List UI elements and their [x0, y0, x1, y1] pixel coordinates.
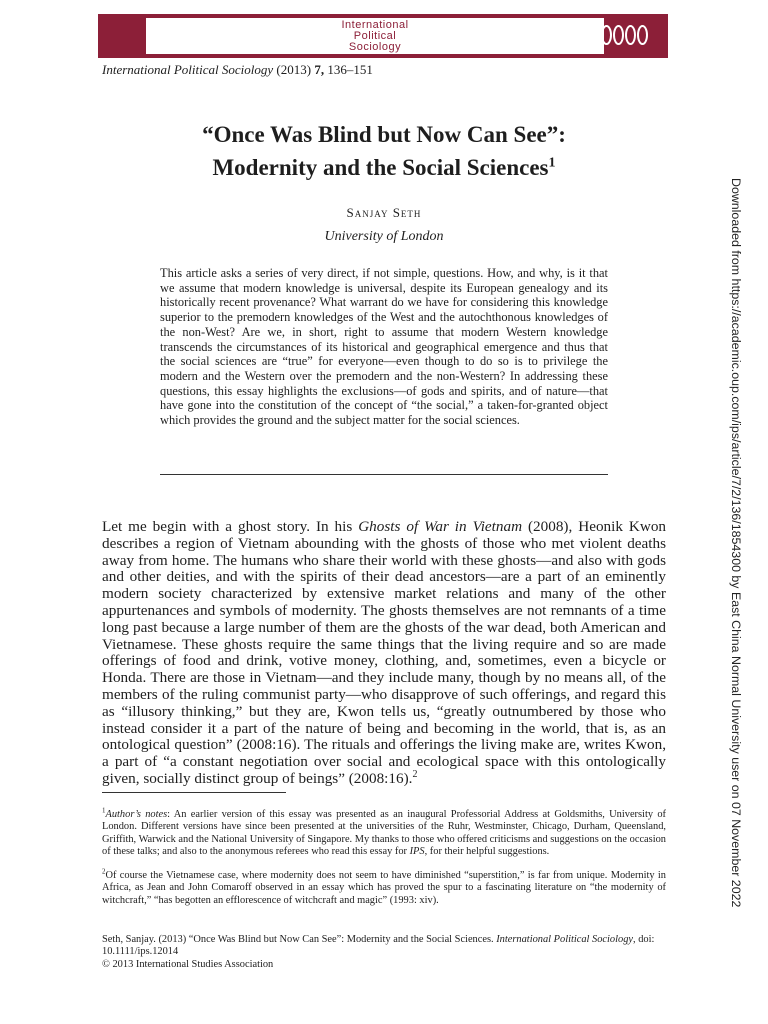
footer-citation-doi: , doi: 10.1111/ips.12014: [102, 934, 655, 958]
journal-name-line-2: Political: [353, 30, 397, 42]
footnote-1-mark: 1: [102, 806, 106, 815]
title-line-2: [102, 151, 666, 184]
download-watermark: Downloaded from https://academic.oup.com/ips/article/7/2/136/1854300 by East China Normal University user on 07 November 2022: [729, 178, 743, 908]
body-book-title: Ghosts of War in Vietnam: [358, 518, 523, 535]
title-line-2-text: Modernity and the Social Sciences: [212, 155, 549, 180]
citation-year: (2013): [276, 62, 312, 77]
footnote-1-label: Author’s notes: [105, 809, 168, 820]
journal-banner: [98, 14, 668, 58]
journal-name-line-3: Sociology: [348, 41, 402, 53]
footer-citation-text: Seth, Sanjay. (2013) “Once Was Blind but Now Can See”: Modernity and the Social Sciences.: [102, 934, 497, 945]
citation-pages: 136–151: [327, 62, 373, 77]
journal-name-box: [146, 18, 604, 54]
body-text-part-1: Let me begin with a ghost story. In his: [102, 518, 359, 535]
article-citation-footer: [102, 934, 666, 971]
title-footnote-mark: 1: [548, 155, 556, 171]
article-title: [102, 118, 666, 184]
footnote-1-end: , for their helpful suggestions.: [424, 846, 550, 858]
isa-logo-icon: [601, 25, 648, 45]
footnote-divider: [102, 792, 286, 793]
footnote-1-text: : An earlier version of this essay was presented as an inaugural Professorial Address at Goldsmiths, University of London. Different versions have since been presented at the universities of the Ruhr, Westminster, Chicago, Durham, Queensland, Griffith, Warwick and the National University of Singapore. My thanks to those who offered criticisms and suggestions on the occasion of these talks; and also to the anonymous referees who read this essay for: [102, 809, 666, 858]
body-text-part-2: (2008), Heonik Kwon describes a region of Vietnam abounding with the ghosts of those who met violent deaths away from home. The humans who share their world with these ghosts—and also with gods and other deities, and with the spirits of their dead ancestors—are a part of an eminently modern society characterized by extensive market relations and many of the other appurtenances and symbols of modernity. The ghosts themselves are not remnants of a time long past because a large number of them are the ghosts of the war dead, both American and Vietnamese. These ghosts require the same things that the living require and so are made offerings of food and drink, votive money, clothing, and, sometimes, even a bicycle or Honda. There are those in Vietnam—and they include many, though by no means all, of the members of the ruling communist party—who disapprove of such offerings, and regard this as “illusory thinking,” but they are, Kwon tells us, “greatly outnumbered by those who instead consider it a part of the nature of being and becoming in the world, that is, as an ontological question” (2008:16). The rituals and offerings the living make are, writes Kwon, a part of “a constant negotiation over social and ecological space with this ontologically given, socially distinct group of beings” (2008:16).: [102, 518, 667, 787]
abstract: This article asks a series of very direct, if not simple, questions. How, and why, is it that we assume that modern knowledge is universal, despite its European genealogy and its historically recent provenance? What warrant do we have for considering this knowledge superior to the premodern knowledges of the West and the autochthonous knowledges of the non-West? Are we, in short, right to assume that modern Western knowledge transcends the circumstances of its historical and geographical emergence and thus that the social sciences are “true” for everyone—even though to do so is to privilege the modern and the Western over the premodern and the non-Western? In addressing these questions, this essay highlights the exclusions—of gods and spirits, and of nature—that have gone into the constitution of the concept of “the social,” a taken-for-granted object which provides the ground and the subject matter for the social sciences.: [160, 266, 608, 428]
footnote-1-journal: IPS: [409, 846, 425, 858]
body-paragraph: [102, 519, 666, 788]
footer-copyright: © 2013 International Studies Association: [102, 958, 274, 970]
title-line-1: “Once Was Blind but Now Can See”:: [202, 122, 566, 147]
footnote-1: [102, 806, 666, 859]
footnote-2: [102, 867, 666, 907]
journal-citation: [102, 62, 373, 78]
author-name: Sanjay Seth: [346, 205, 422, 220]
body-footnote-mark: 2: [412, 768, 418, 780]
footer-citation-journal: International Political Sociology: [496, 934, 634, 945]
citation-journal: International Political Sociology: [102, 62, 274, 77]
footnote-2-text: Of course the Vietnamese case, where modernity does not seem to have diminished “superstition,” is far from unique. Modernity in Africa, as Jean and John Comaroff observed in an essay which has proved the spur to a fascinating literature on “the modernity of witchcraft,” “has begotten an efflorescence of witchcraft and magic” (1993: xiv).: [102, 870, 666, 906]
author-affiliation: University of London: [324, 229, 444, 244]
footnote-2-mark: 2: [102, 867, 106, 876]
abstract-divider: [160, 474, 608, 475]
citation-volume: 7,: [314, 62, 325, 77]
journal-name-line-1: International: [341, 19, 409, 31]
